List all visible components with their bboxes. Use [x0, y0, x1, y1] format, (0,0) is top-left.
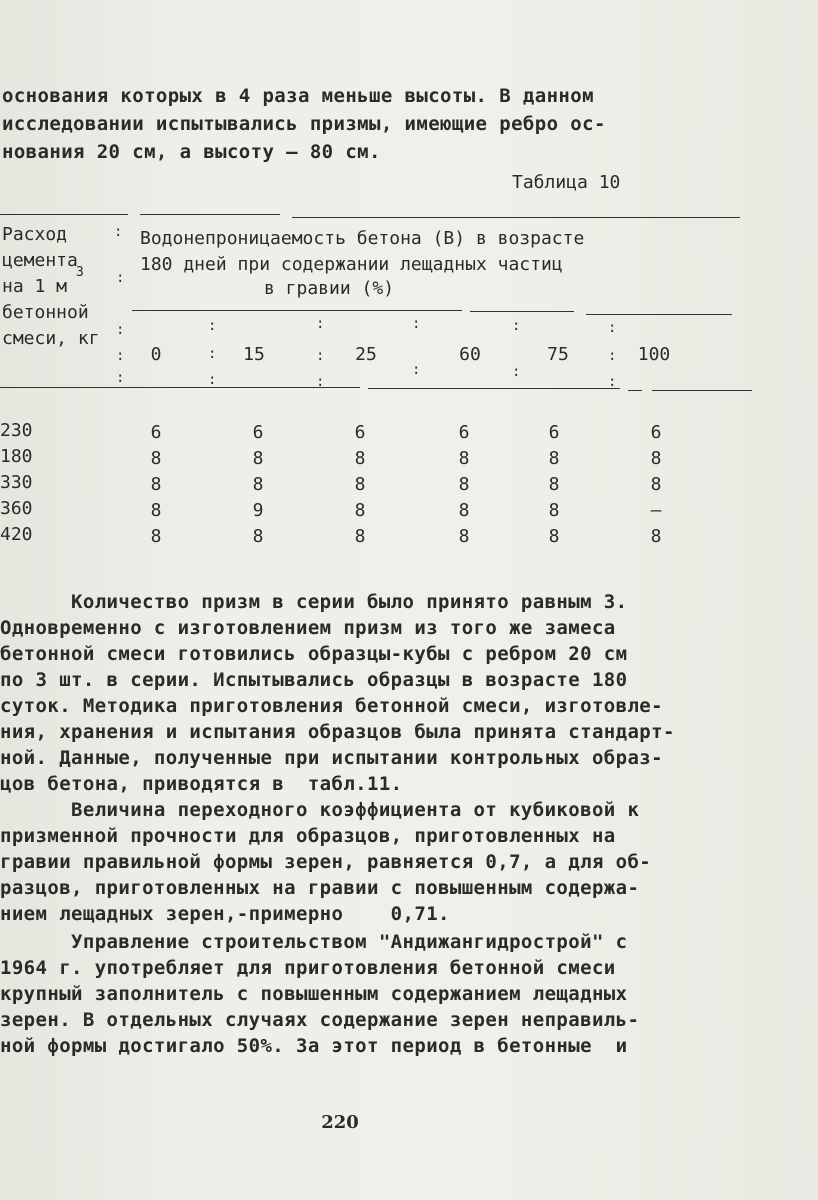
table-cell: 8 [458, 526, 470, 547]
table-cell: 8 [354, 526, 366, 547]
body-line-5: суток. Методика приготовления бетонной смеси, изготовле- [0, 695, 663, 717]
body-line-9: Величина переходного коэффициента от кубиковой к [0, 799, 640, 821]
table-cell: 8 [252, 448, 264, 469]
group-header-line-3: в гравии (%) [264, 278, 395, 299]
table-cell: 8 [458, 474, 470, 495]
table-caption: Таблица 10 [512, 172, 621, 193]
separator-dot: : [412, 362, 421, 378]
body-line-15: 1964 г. употребляет для приготовления бетонной смеси [0, 957, 616, 979]
separator-dot: : [116, 348, 125, 364]
group-rule-1 [132, 310, 462, 311]
table-cell: 8 [548, 474, 560, 495]
separator-dot: : [316, 316, 325, 332]
table-cell: 8 [548, 500, 560, 521]
table-cell: 8 [252, 474, 264, 495]
body-line-12: разцов, приготовленных на гравии с повышенным содержа- [0, 877, 640, 899]
row-header-line-3: на 1 м [2, 276, 68, 297]
header-bottom-rule-4 [652, 390, 752, 391]
table-cell: 8 [252, 526, 264, 547]
header-bottom-rule-3 [628, 390, 642, 391]
table-cell: 8 [548, 526, 560, 547]
group-header-line-1: Водонепроницаемость бетона (B) в возрасте [140, 228, 585, 249]
separator-dot: : [608, 374, 617, 390]
header-bottom-rule-1 [0, 387, 360, 388]
body-line-6: ния, хранения и испытания образцов была принята стандарт- [0, 721, 675, 743]
separator-dot: : [116, 322, 125, 338]
group-rule-2 [470, 311, 574, 312]
group-rule-3 [586, 314, 732, 315]
table-cell: 8 [650, 448, 662, 469]
separator-dot: : [512, 364, 521, 380]
table-cell: 8 [650, 526, 662, 547]
body-line-18: ной формы достигало 50%. За этот период в бетонные и [0, 1035, 628, 1057]
body-line-3: бетонной смеси готовились образцы-кубы с ребром 20 см [0, 643, 628, 665]
separator-dot: : [114, 224, 123, 240]
intro-line-2: исследовании испытывались призмы, имеющие ребро ос- [2, 113, 606, 135]
separator-dot: : [116, 270, 125, 286]
table-cell: 8 [150, 526, 162, 547]
table-cell: 8 [354, 500, 366, 521]
body-line-17: зерен. В отдельных случаях содержание зерен неправиль- [0, 1009, 640, 1031]
row-header-superscript: 3 [76, 265, 84, 280]
table-cell: 8 [354, 474, 366, 495]
separator-dot: : [608, 320, 617, 336]
body-line-7: ной. Данные, полученные при испытании контрольных образ- [0, 747, 663, 769]
header-bottom-rule-2 [368, 388, 620, 389]
body-line-16: крупный заполнитель с повышенным содержанием лещадных [0, 983, 628, 1005]
table-cell: 6 [548, 422, 560, 443]
separator-dot: : [208, 372, 217, 388]
row-header-line-1: Расход [2, 224, 68, 245]
table-cell: 8 [458, 448, 470, 469]
separator-dot: : [512, 318, 521, 334]
column-header: 0 [150, 344, 162, 365]
body-line-14: Управление строительством "Андижангидрострой" с [0, 931, 628, 953]
separator-dot: : [208, 346, 217, 362]
intro-line-3: нования 20 см, а высоту – 80 см. [2, 141, 381, 163]
separator-dot: : [208, 318, 217, 334]
table-top-rule-left [0, 214, 128, 215]
row-label: 330 [0, 472, 33, 493]
table-cell: 9 [252, 500, 264, 521]
table-cell: 6 [252, 422, 264, 443]
table-cell: 8 [354, 448, 366, 469]
table-cell: 8 [650, 474, 662, 495]
table-cell: 8 [150, 474, 162, 495]
row-label: 360 [0, 498, 33, 519]
column-header: 25 [355, 344, 377, 365]
separator-dot: : [316, 348, 325, 364]
table-cell: 6 [650, 422, 662, 443]
row-label: 420 [0, 524, 33, 545]
row-header-line-4: бетонной [2, 302, 89, 323]
body-line-10: призменной прочности для образцов, приготовленных на [0, 825, 616, 847]
row-header-line-5: смеси, кг [2, 328, 100, 349]
table-cell: – [650, 500, 662, 521]
separator-dot: : [608, 348, 617, 364]
body-line-4: по 3 шт. в серии. Испытывались образцы в возрасте 180 [0, 669, 628, 691]
table-top-rule-right [292, 217, 740, 218]
group-header-line-2: 180 дней при содержании лещадных частиц [140, 254, 563, 275]
separator-dot: : [412, 316, 421, 332]
table-cell: 8 [548, 448, 560, 469]
column-header: 75 [547, 344, 569, 365]
body-line-11: гравии правильной формы зерен, равняется 0,7, а для об- [0, 851, 652, 873]
column-header: 15 [243, 344, 265, 365]
table-cell: 6 [458, 422, 470, 443]
table-cell: 8 [458, 500, 470, 521]
table-top-rule-mid [140, 214, 280, 215]
body-line-1: Количество призм в серии было принято равным 3. [0, 591, 628, 613]
row-label: 230 [0, 420, 33, 441]
body-line-8: цов бетона, приводятся в табл.11. [0, 773, 403, 795]
separator-dot: : [116, 370, 125, 386]
table-cell: 8 [150, 448, 162, 469]
body-line-13: нием лещадных зерен,-примерно 0,71. [0, 903, 450, 925]
body-line-2: Одновременно с изготовлением призм из того же замеса [0, 617, 616, 639]
table-cell: 8 [150, 500, 162, 521]
column-header: 100 [637, 344, 671, 365]
separator-dot: : [316, 374, 325, 390]
table-cell: 6 [150, 422, 162, 443]
page-number: 220 [321, 1112, 359, 1133]
row-label: 180 [0, 446, 33, 467]
intro-line-1: основания которых в 4 раза меньше высоты. В данном [2, 85, 594, 107]
column-header: 60 [459, 344, 481, 365]
row-header-line-2: цемента [2, 250, 78, 271]
table-cell: 6 [354, 422, 366, 443]
